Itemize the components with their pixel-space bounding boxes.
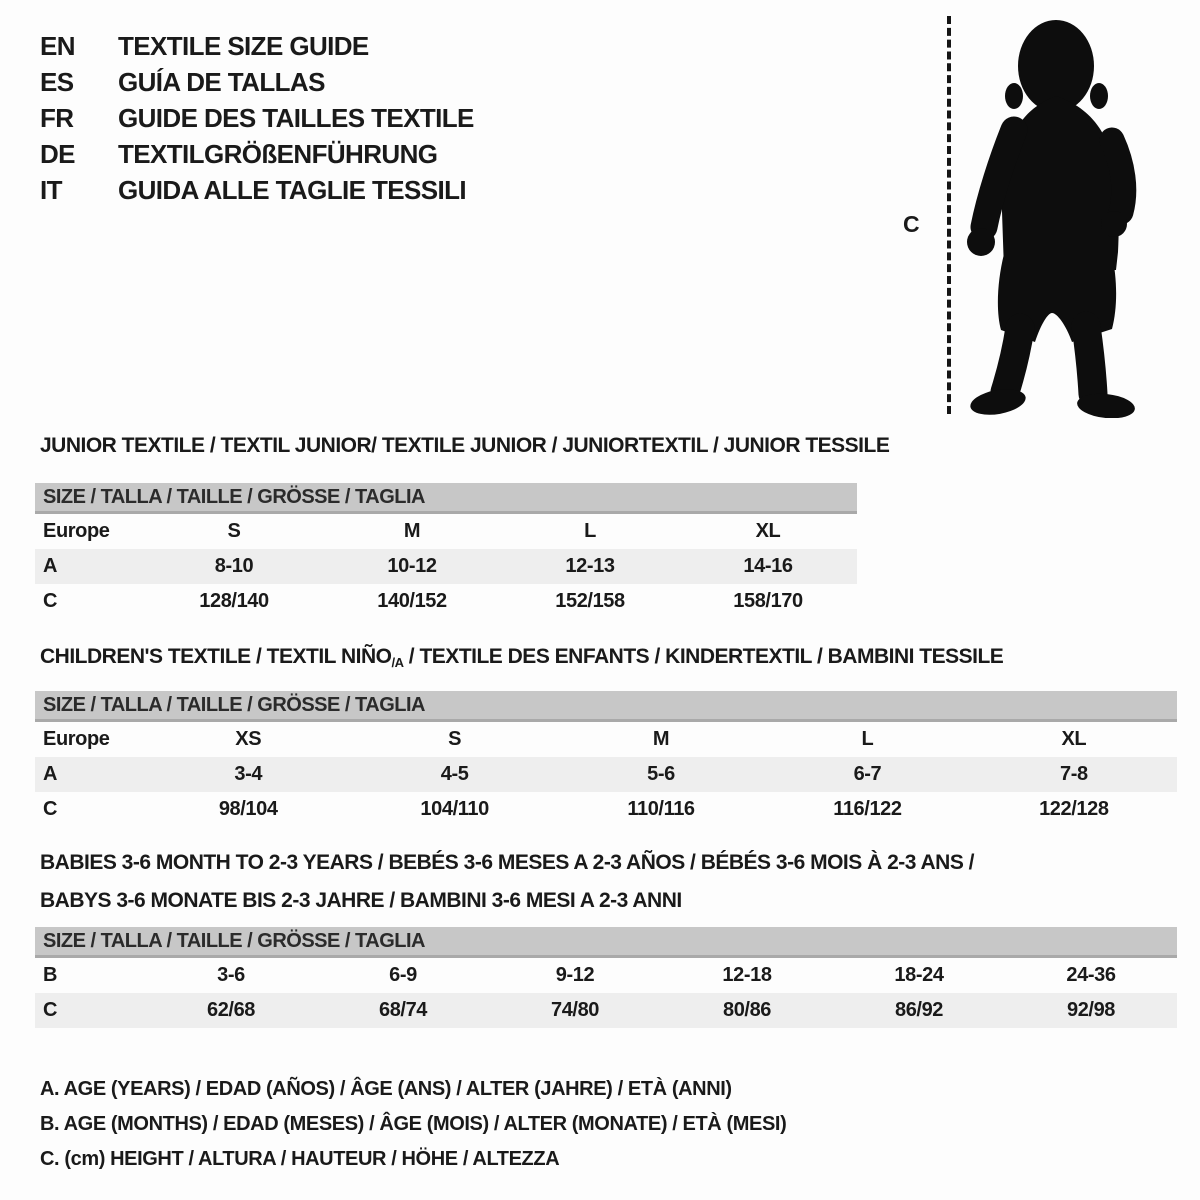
row-label: C [43, 798, 58, 820]
table-cell: 116/122 [833, 798, 902, 820]
table-cell: 92/98 [1066, 999, 1116, 1021]
table-cell: 24-36 [1066, 964, 1116, 986]
language-code: DE [40, 138, 75, 169]
table-cell: 8-10 [214, 555, 254, 577]
guide-title-es: GUÍA DE TALLAS [118, 66, 325, 97]
table-cell: 62/68 [206, 999, 256, 1021]
table-row [35, 549, 857, 584]
table-cell: 4-5 [440, 763, 469, 785]
guide-title-de: TEXTILGRÖßENFÜHRUNG [118, 138, 438, 169]
footnote-age-years: A. AGE (YEARS) / EDAD (AÑOS) / ÂGE (ANS) / ALTER (JAHRE) / ETÀ (ANNI) [40, 1078, 732, 1100]
row-label: A [43, 763, 58, 785]
table-cell: 3-4 [234, 763, 263, 785]
table-row [35, 958, 1177, 993]
row-label: C [43, 999, 58, 1021]
row-label: B [43, 964, 58, 986]
language-code: EN [40, 30, 75, 61]
table-cell: M [652, 728, 670, 750]
guide-title-fr: GUIDE DES TAILLES TEXTILE [118, 102, 474, 133]
footnote-height-cm: C. (cm) HEIGHT / ALTURA / HAUTEUR / HÖHE / ALTEZZA [40, 1148, 560, 1170]
row-label: Europe [43, 728, 110, 750]
children-size-table [35, 691, 1177, 827]
table-cell: 7-8 [1059, 763, 1088, 785]
children-title-pre: CHILDREN'S TEXTILE / TEXTIL NIÑO [40, 645, 392, 668]
table-cell: 10-12 [387, 555, 437, 577]
row-label: C [43, 590, 58, 612]
table-row [35, 757, 1177, 792]
table-cell: 98/104 [218, 798, 278, 820]
babies-size-table [35, 927, 1177, 1028]
table-cell: 14-16 [743, 555, 793, 577]
table-cell: 152/158 [555, 590, 625, 612]
language-row [40, 64, 474, 100]
guide-title-it: GUIDA ALLE TAGLIE TESSILI [118, 174, 467, 205]
table-row [35, 792, 1177, 827]
toddler-silhouette-illustration [962, 12, 1140, 423]
size-header-bar: SIZE / TALLA / TAILLE / GRÖSSE / TAGLIA [35, 927, 1177, 958]
table-cell: 6-7 [853, 763, 882, 785]
language-row [40, 172, 474, 208]
language-legend [40, 28, 474, 208]
table-cell: 128/140 [199, 590, 269, 612]
table-cell: 12-18 [722, 964, 772, 986]
table-row [35, 584, 857, 619]
children-title-sub: /A [391, 655, 404, 670]
size-header-bar: SIZE / TALLA / TAILLE / GRÖSSE / TAGLIA [35, 483, 857, 514]
table-cell: 18-24 [894, 964, 944, 986]
table-cell: 6-9 [389, 964, 417, 986]
height-measure-dashed-line [947, 16, 951, 414]
language-code: FR [40, 102, 74, 133]
table-cell: 5-6 [647, 763, 675, 785]
table-cell: 80/86 [722, 999, 772, 1021]
table-cell: 110/116 [627, 798, 695, 820]
language-row [40, 100, 474, 136]
table-cell: 158/170 [733, 590, 803, 612]
table-cell: 12-13 [565, 555, 615, 577]
table-cell: 86/92 [894, 999, 944, 1021]
table-cell: XL [755, 520, 781, 542]
table-cell: XL [1061, 728, 1087, 750]
table-row [35, 722, 1177, 757]
babies-section-title-line2: BABYS 3-6 MONATE BIS 2-3 JAHRE / BAMBINI 3-6 MESI A 2-3 ANNI [40, 889, 682, 912]
children-title-post: / TEXTILE DES ENFANTS / KINDERTEXTIL / BAMBINI TESSILE [403, 645, 1004, 668]
table-cell: S [448, 728, 462, 750]
language-code: ES [40, 66, 74, 97]
table-cell: 74/80 [550, 999, 600, 1021]
language-row [40, 28, 474, 64]
table-cell: S [227, 520, 241, 542]
table-cell: 140/152 [377, 590, 447, 612]
row-label: Europe [43, 520, 110, 542]
table-cell: L [584, 520, 596, 542]
junior-section-title: JUNIOR TEXTILE / TEXTIL JUNIOR/ TEXTILE JUNIOR / JUNIORTEXTIL / JUNIOR TESSILE [40, 434, 890, 457]
table-cell: XS [235, 728, 262, 750]
babies-section-title-line1: BABIES 3-6 MONTH TO 2-3 YEARS / BEBÉS 3-6 MESES A 2-3 AÑOS / BÉBÉS 3-6 MOIS À 2-3 ANS / [40, 851, 975, 874]
footnote-age-months: B. AGE (MONTHS) / EDAD (MESES) / ÂGE (MOIS) / ALTER (MONATE) / ETÀ (MESI) [40, 1113, 787, 1135]
language-code: IT [40, 174, 62, 205]
row-label: A [43, 555, 58, 577]
table-cell: 3-6 [217, 964, 245, 986]
table-cell: 68/74 [378, 999, 428, 1021]
size-header-bar: SIZE / TALLA / TAILLE / GRÖSSE / TAGLIA [35, 691, 1177, 722]
table-row [35, 993, 1177, 1028]
junior-size-table [35, 483, 857, 619]
guide-title-en: TEXTILE SIZE GUIDE [118, 30, 369, 61]
table-cell: 122/128 [1039, 798, 1109, 820]
table-cell: M [403, 520, 421, 542]
table-cell: L [861, 728, 874, 750]
table-row [35, 514, 857, 549]
table-cell: 9-12 [555, 964, 595, 986]
height-measure-label: C [903, 211, 920, 237]
language-row [40, 136, 474, 172]
children-section-title [40, 645, 1003, 669]
table-cell: 104/110 [420, 798, 489, 820]
